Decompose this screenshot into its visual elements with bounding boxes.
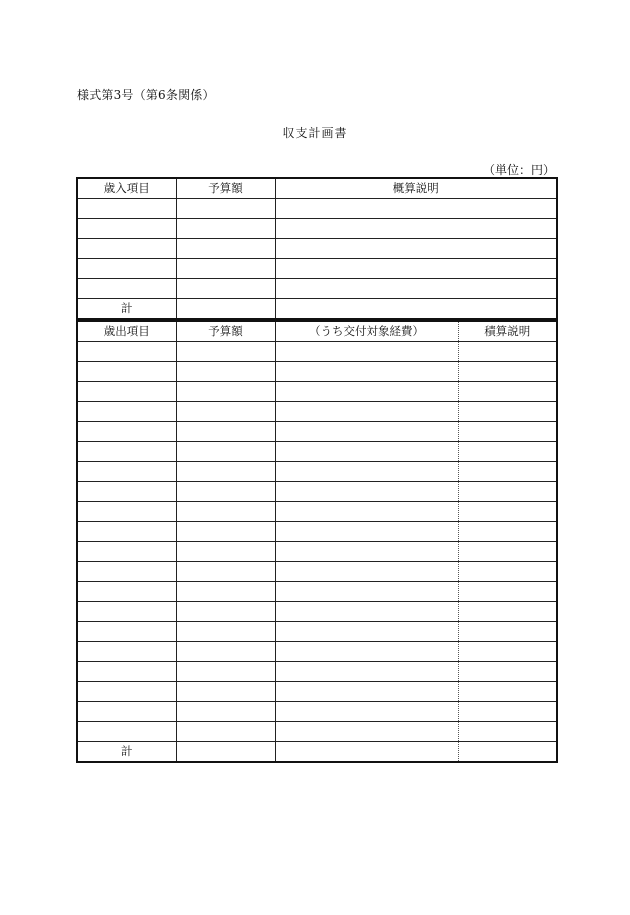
- revenue-cell[interactable]: [275, 219, 557, 239]
- revenue-cell[interactable]: [77, 199, 176, 219]
- expenditure-cell[interactable]: [275, 662, 458, 682]
- expenditure-cell[interactable]: [458, 582, 557, 602]
- expenditure-cell[interactable]: [176, 382, 275, 402]
- expenditure-cell[interactable]: [77, 502, 176, 522]
- expenditure-cell[interactable]: [77, 662, 176, 682]
- expenditure-cell[interactable]: [458, 562, 557, 582]
- expenditure-cell[interactable]: [176, 422, 275, 442]
- expenditure-cell[interactable]: [176, 742, 275, 763]
- expenditure-cell[interactable]: [77, 462, 176, 482]
- expenditure-header-row: [77, 321, 557, 342]
- expenditure-row: [77, 442, 557, 462]
- expenditure-cell[interactable]: [275, 422, 458, 442]
- expenditure-cell[interactable]: [176, 482, 275, 502]
- expenditure-cell[interactable]: [275, 442, 458, 462]
- expenditure-cell[interactable]: [176, 702, 275, 722]
- expenditure-row: [77, 622, 557, 642]
- expenditure-cell[interactable]: [275, 682, 458, 702]
- expenditure-row: [77, 462, 557, 482]
- expenditure-cell[interactable]: [176, 442, 275, 462]
- expenditure-row: [77, 422, 557, 442]
- expenditure-cell[interactable]: [176, 562, 275, 582]
- expenditure-cell[interactable]: [77, 582, 176, 602]
- expenditure-cell[interactable]: [458, 482, 557, 502]
- expenditure-cell[interactable]: [275, 702, 458, 722]
- expenditure-col-item: 歳出項目: [77, 321, 176, 342]
- revenue-cell[interactable]: [77, 259, 176, 279]
- revenue-row: [77, 219, 557, 239]
- revenue-cell[interactable]: [176, 279, 275, 299]
- expenditure-cell[interactable]: [458, 402, 557, 422]
- expenditure-cell[interactable]: [275, 482, 458, 502]
- revenue-cell[interactable]: [176, 239, 275, 259]
- expenditure-cell[interactable]: [458, 502, 557, 522]
- expenditure-cell[interactable]: [275, 362, 458, 382]
- expenditure-cell[interactable]: [458, 542, 557, 562]
- expenditure-cell[interactable]: [77, 622, 176, 642]
- expenditure-row: [77, 662, 557, 682]
- expenditure-table: [76, 320, 558, 763]
- expenditure-cell[interactable]: [458, 642, 557, 662]
- revenue-col-description: 概算説明: [275, 178, 557, 199]
- expenditure-cell[interactable]: [275, 742, 458, 763]
- revenue-row: [77, 259, 557, 279]
- expenditure-cell[interactable]: [275, 642, 458, 662]
- expenditure-cell[interactable]: [458, 382, 557, 402]
- expenditure-cell[interactable]: [77, 342, 176, 362]
- expenditure-row: [77, 722, 557, 742]
- expenditure-cell[interactable]: [77, 402, 176, 422]
- expenditure-row: [77, 642, 557, 662]
- expenditure-cell[interactable]: [176, 622, 275, 642]
- expenditure-cell[interactable]: [275, 522, 458, 542]
- revenue-row: [77, 279, 557, 299]
- expenditure-col-calculation: 積算説明: [458, 321, 557, 342]
- expenditure-cell[interactable]: [77, 522, 176, 542]
- expenditure-cell[interactable]: [275, 402, 458, 422]
- revenue-cell[interactable]: [275, 259, 557, 279]
- expenditure-cell[interactable]: [176, 662, 275, 682]
- revenue-total-row: [77, 299, 557, 320]
- revenue-col-item: 歳入項目: [77, 178, 176, 199]
- expenditure-cell[interactable]: [458, 602, 557, 622]
- expenditure-cell[interactable]: [176, 402, 275, 422]
- revenue-cell[interactable]: [275, 199, 557, 219]
- expenditure-row: [77, 602, 557, 622]
- expenditure-cell[interactable]: [275, 542, 458, 562]
- expenditure-row: [77, 562, 557, 582]
- expenditure-row: [77, 522, 557, 542]
- expenditure-cell[interactable]: [458, 522, 557, 542]
- expenditure-cell[interactable]: [275, 342, 458, 362]
- expenditure-cell[interactable]: [176, 582, 275, 602]
- expenditure-cell[interactable]: [176, 642, 275, 662]
- expenditure-cell[interactable]: [176, 342, 275, 362]
- revenue-cell[interactable]: [176, 219, 275, 239]
- expenditure-row: [77, 542, 557, 562]
- expenditure-cell[interactable]: [176, 602, 275, 622]
- expenditure-cell[interactable]: [77, 542, 176, 562]
- expenditure-cell[interactable]: [77, 682, 176, 702]
- document-title: 収支計画書: [282, 126, 348, 140]
- expenditure-cell[interactable]: [458, 742, 557, 763]
- revenue-cell[interactable]: [275, 299, 557, 320]
- revenue-cell[interactable]: [77, 279, 176, 299]
- expenditure-row: [77, 482, 557, 502]
- expenditure-cell[interactable]: [275, 722, 458, 742]
- expenditure-cell[interactable]: [77, 362, 176, 382]
- expenditure-row: [77, 382, 557, 402]
- expenditure-cell[interactable]: [77, 442, 176, 462]
- revenue-cell[interactable]: [275, 239, 557, 259]
- revenue-cell[interactable]: [176, 199, 275, 219]
- expenditure-cell[interactable]: [458, 662, 557, 682]
- expenditure-cell[interactable]: [458, 702, 557, 722]
- expenditure-cell[interactable]: [176, 462, 275, 482]
- expenditure-row: [77, 682, 557, 702]
- expenditure-cell[interactable]: [77, 422, 176, 442]
- expenditure-cell[interactable]: [275, 562, 458, 582]
- expenditure-cell[interactable]: [77, 722, 176, 742]
- expenditure-cell[interactable]: [458, 722, 557, 742]
- expenditure-total-row: [77, 742, 557, 763]
- expenditure-cell[interactable]: [77, 482, 176, 502]
- revenue-col-budget: 予算額: [176, 178, 275, 199]
- expenditure-row: [77, 702, 557, 722]
- expenditure-cell[interactable]: [275, 502, 458, 522]
- revenue-cell[interactable]: [275, 279, 557, 299]
- expenditure-cell[interactable]: [458, 462, 557, 482]
- revenue-header-row: [77, 178, 557, 199]
- revenue-table: [76, 177, 558, 320]
- expenditure-row: [77, 502, 557, 522]
- revenue-row: [77, 239, 557, 259]
- expenditure-cell[interactable]: [77, 642, 176, 662]
- expenditure-cell[interactable]: [458, 442, 557, 462]
- revenue-cell[interactable]: [77, 219, 176, 239]
- expenditure-cell[interactable]: [275, 622, 458, 642]
- expenditure-cell[interactable]: [77, 562, 176, 582]
- expenditure-cell[interactable]: [176, 722, 275, 742]
- expenditure-cell[interactable]: [458, 342, 557, 362]
- expenditure-row: [77, 362, 557, 382]
- revenue-cell[interactable]: [77, 239, 176, 259]
- revenue-total-label: 計: [77, 299, 176, 320]
- expenditure-cell[interactable]: [176, 362, 275, 382]
- expenditure-row: [77, 402, 557, 422]
- revenue-row: [77, 199, 557, 219]
- expenditure-cell[interactable]: [275, 462, 458, 482]
- expenditure-body: [77, 342, 557, 763]
- expenditure-cell[interactable]: [458, 622, 557, 642]
- expenditure-cell[interactable]: [176, 502, 275, 522]
- expenditure-cell[interactable]: [458, 422, 557, 442]
- expenditure-cell[interactable]: [458, 362, 557, 382]
- revenue-body: [77, 199, 557, 320]
- revenue-cell[interactable]: [176, 259, 275, 279]
- expenditure-cell[interactable]: [176, 542, 275, 562]
- expenditure-cell[interactable]: [176, 522, 275, 542]
- expenditure-col-budget: 予算額: [176, 321, 275, 342]
- expenditure-cell[interactable]: [275, 382, 458, 402]
- expenditure-cell[interactable]: [275, 582, 458, 602]
- expenditure-row: [77, 582, 557, 602]
- expenditure-cell[interactable]: [458, 682, 557, 702]
- revenue-cell[interactable]: [176, 299, 275, 320]
- unit-label: （単位：円）: [482, 163, 555, 177]
- expenditure-total-label: 計: [77, 742, 176, 763]
- expenditure-col-subsidized: （うち交付対象経費）: [275, 321, 458, 342]
- expenditure-cell[interactable]: [77, 702, 176, 722]
- expenditure-cell[interactable]: [275, 602, 458, 622]
- expenditure-cell[interactable]: [77, 382, 176, 402]
- expenditure-cell[interactable]: [176, 682, 275, 702]
- expenditure-row: [77, 342, 557, 362]
- form-number: 様式第3号（第6条関係）: [77, 88, 215, 102]
- expenditure-cell[interactable]: [77, 602, 176, 622]
